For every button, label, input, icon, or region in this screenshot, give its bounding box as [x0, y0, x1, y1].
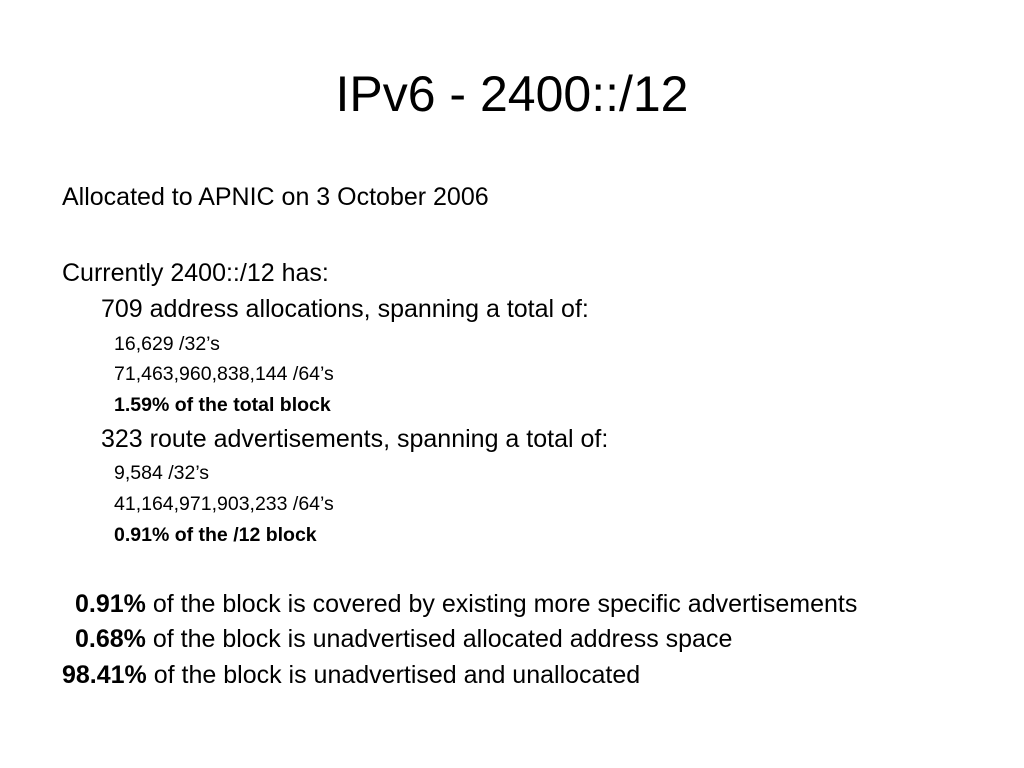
- summary-percent: 0.68%: [75, 625, 146, 653]
- routes-percentage: 0.91% of the /12 block: [114, 524, 317, 546]
- slide-title: IPv6 - 2400::/12: [335, 66, 689, 122]
- routes-heading: 323 route advertisements, spanning a total of:: [101, 425, 609, 453]
- allocations-percentage: 1.59% of the total block: [114, 394, 331, 416]
- allocations-item-32: 16,629 /32’s: [114, 333, 220, 355]
- summary-line-allocated: [75, 624, 732, 654]
- allocations-heading: 709 address allocations, spanning a total of:: [101, 295, 589, 323]
- summary-text: of the block is unadvertised allocated address space: [145, 625, 733, 653]
- routes-item-64: 41,164,971,903,233 /64’s: [114, 493, 334, 515]
- allocations-item-64: 71,463,960,838,144 /64’s: [114, 363, 334, 385]
- summary-line-unallocated: [62, 660, 640, 690]
- summary-text: of the block is covered by existing more specific advertisements: [145, 590, 858, 618]
- allocated-date-text: Allocated to APNIC on 3 October 2006: [62, 183, 489, 211]
- summary-percent: 0.91%: [75, 590, 146, 618]
- routes-item-32: 9,584 /32’s: [114, 462, 210, 484]
- summary-line-covered: [75, 589, 857, 619]
- summary-text: of the block is unadvertised and unallocated: [146, 661, 641, 689]
- current-status-heading: Currently 2400::/12 has:: [62, 259, 329, 287]
- summary-percent: 98.41%: [62, 661, 147, 689]
